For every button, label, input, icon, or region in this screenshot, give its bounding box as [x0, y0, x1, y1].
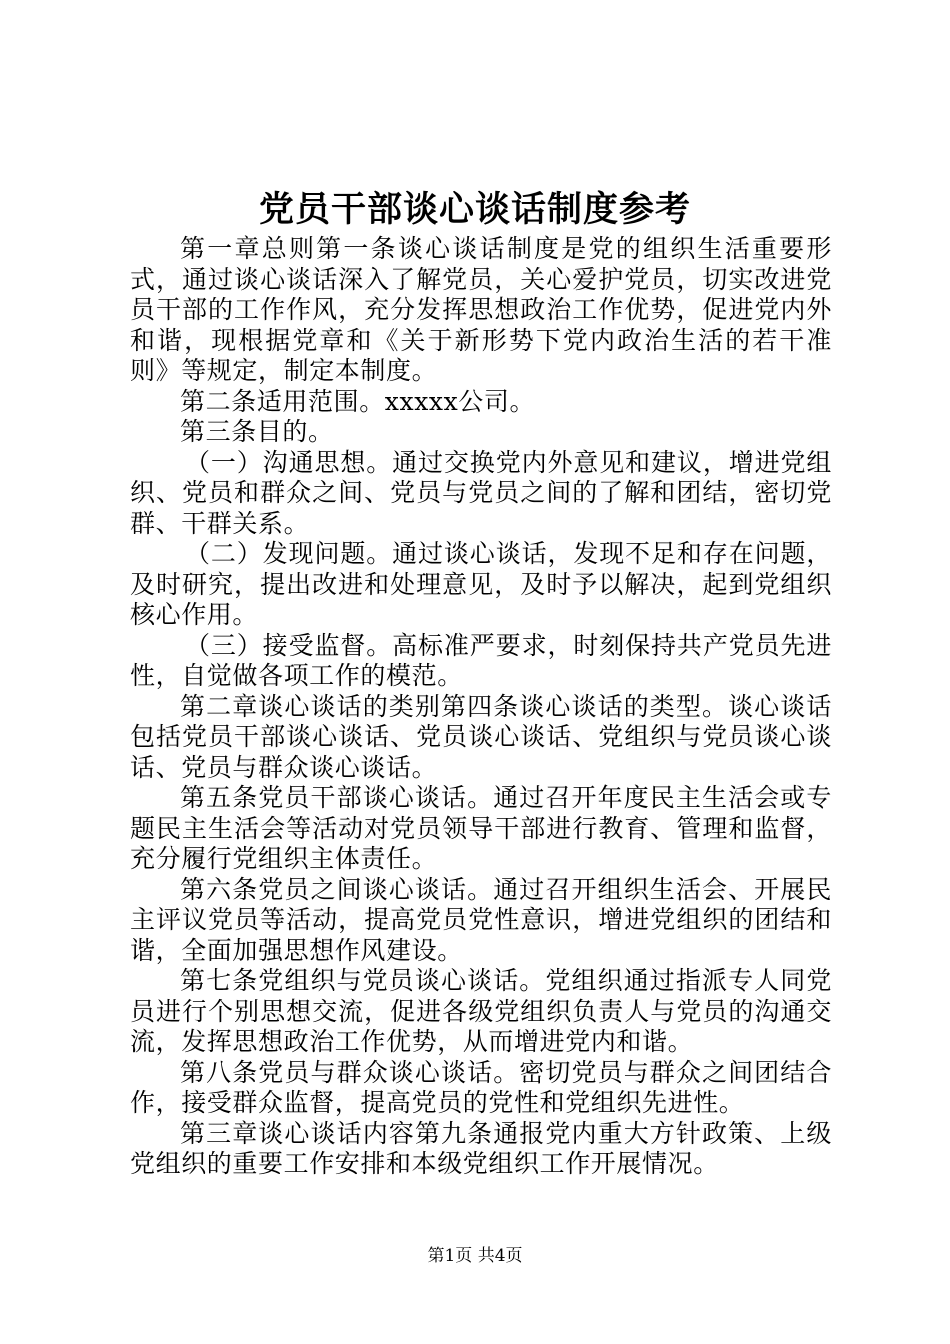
paragraph-article-2: 第二条适用范围。xxxxx公司。	[180, 386, 536, 416]
paragraph-item-1: （一）沟通思想。通过交换党内外意见和建议，增进党组织、党员和群众之间、党员与党员之间的了解和团结，密切党群、干群关系。	[130, 447, 832, 538]
paragraph-article-5: 第五条党员干部谈心谈话。通过召开年度民主生活会或专题民主生活会等活动对党员领导干部进行教育、管理和监督，充分履行党组织主体责任。	[130, 783, 832, 873]
document-title: 党员干部谈心谈话制度参考	[258, 189, 691, 230]
paragraph-item-2: （二）发现问题。通过谈心谈话，发现不足和存在问题，及时研究，提出改进和处理意见，及时予以解决，起到党组织核心作用。	[130, 539, 832, 629]
page-footer: 第1页 共4页	[427, 1246, 523, 1266]
paragraph-article-3: 第三条目的。	[180, 417, 334, 446]
paragraph-article-7: 第七条党组织与党员谈心谈话。党组织通过指派专人同党员进行个别思想交流，促进各级党组织负责人与党员的沟通交流，发挥思想政治工作优势，从而增进党内和谐。	[130, 966, 832, 1056]
paragraph-item-3: （三）接受监督。高标准严要求，时刻保持共产党员先进性，自觉做各项工作的模范。	[130, 630, 832, 690]
paragraph-chapter-2-article-4: 第二章谈心谈话的类别第四条谈心谈话的类型。谈心谈话包括党员干部谈心谈话、党员谈心谈话、党组织与党员谈心谈话、党员与群众谈心谈话。	[130, 691, 832, 782]
paragraph-chapter-3-article-9: 第三章谈心谈话内容第九条通报党内重大方针政策、上级党组织的重要工作安排和本级党组织工作开展情况。	[130, 1118, 832, 1178]
paragraph-article-6: 第六条党员之间谈心谈话。通过召开组织生活会、开展民主评议党员等活动，提高党员党性意识，增进党组织的团结和谐，全面加强思想作风建设。	[130, 874, 832, 965]
paragraph-article-8: 第八条党员与群众谈心谈话。密切党员与群众之间团结合作，接受群众监督，提高党员的党性和党组织先进性。	[130, 1057, 832, 1117]
paragraph-chapter-1-article-1: 第一章总则第一条谈心谈话制度是党的组织生活重要形式，通过谈心谈话深入了解党员，关心爱护党员，切实改进党员干部的工作作风，充分发挥思想政治工作优势，促进党内外和谐，现根据党章和《关于新形势下党内政治生活的若干准则》等规定，制定本制度。	[130, 234, 832, 385]
document-body	[130, 234, 832, 1180]
